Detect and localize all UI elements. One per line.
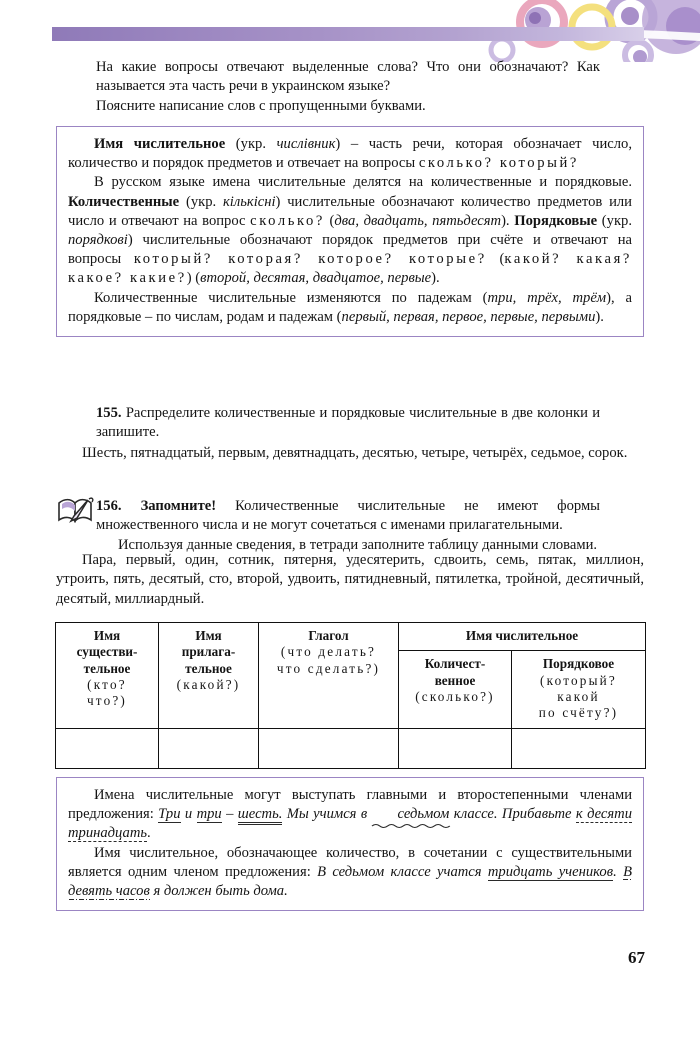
def-p2-i: ) числительные обозначают порядок предметов при счёте и отвечают на вопросы [68,231,632,268]
table-header-ordinal [512,651,646,728]
syntax-paragraph-2 [68,844,632,902]
def-p3-a: Количественные числительные изменяются по падежам ( [94,289,488,306]
term-numeral: Имя числительное [94,136,226,152]
cardinal-title-2: венное [434,672,476,688]
ordinal-question-1: (который? [540,672,617,688]
cardinal-examples: два, двадцать, пятьдесят [334,212,502,229]
table-cell-ordinal[interactable] [512,728,646,768]
syntax-p2-s3: . [613,863,624,880]
exercise-155-task [96,404,600,443]
adj-title-3: тельное [185,660,232,676]
numeral-title: Имя числительное [465,628,579,643]
ukrainian-term-1: числівник [276,136,336,152]
def-p2-k: ) ( [186,270,201,287]
exercise-156-word-list: Пара, первый, один, сотник, пятерня, удесятерить, сдвоить, семь, пятак, миллион, утроить, пять, десятый, сто, второй, удвоить, пятидневный, пятилетка, тройной, десятичный, десятый, миллиардный. [56,552,644,607]
adverbial-mark-1: В девять часов [68,863,632,899]
syntax-p2-s1: В седьмом классе учатся [317,863,488,880]
exercise-155-word-list: Шесть, пятнадцатый, первым, девятнадцать, десятью, четыре, четырёх, седьмое, сорок. [82,445,628,461]
exercise-155-number: 155. [96,405,122,421]
table-cell-adjective[interactable] [159,728,259,768]
cardinal-question-1: (сколько?) [415,689,495,705]
ordinal-examples: второй, десятая, двадцатое, первые [200,270,432,287]
table-header-numeral [399,623,646,651]
parts-of-speech-table [55,622,646,769]
subject-mark-1: Три [158,806,181,823]
term-cardinal: Количественные [68,193,180,210]
table-cell-noun[interactable] [56,728,159,768]
def-p2-l: ). [431,270,440,287]
def-p2-c: (укр. [179,193,223,210]
verb-question-1: (что делать? [280,644,377,660]
intro-line-1: На какие вопросы отвечают выделенные слова? Что они обозначают? Как называется эта часть речи в украинском языке? [96,59,600,95]
exercise-156-task [96,497,600,536]
def-p2-h: (укр. [597,212,632,229]
def-p1-mid: ) – часть речи, которая обозначает число, количество и порядок предметов и отвечает на вопросы [68,136,632,172]
case-examples-1: три, трёх, трём [487,289,607,306]
def-p2-e: ( [324,212,335,229]
syntax-p1-s2: и [180,806,197,823]
verb-question-2: что сделать?) [276,660,381,676]
ordinal-question-2: какой [557,689,600,705]
predicate-mark-1: шесть. [238,806,283,825]
book-quill-icon [56,494,96,526]
ukrainian-term-3: порядкові [68,231,128,248]
adj-title-1: Имя [195,628,222,643]
def-p2-j: ( [486,251,505,268]
noun-question-1: (кто? [87,677,127,693]
attribute-text-1: седьмом [397,806,450,823]
table-header-cardinal [399,651,512,728]
def-p1-before: (укр. [225,136,277,152]
definition-paragraph-3 [68,289,632,327]
exercise-156 [96,497,600,555]
table-row[interactable] [56,728,646,768]
intro-line-2: Поясните написание слов с пропущенными буквами. [96,97,426,114]
table-header-row-1 [56,623,646,651]
exercise-156-number: 156. [96,498,122,514]
exercise-156-task-2: Используя данные сведения, в тетради заполните таблицу данными словами. [118,536,598,553]
syntax-p1-s8: классе. Прибавьте [449,806,576,823]
adj-question-1: (какой?) [176,677,241,693]
table-header-noun [56,623,159,729]
syntax-p1-s10: . [147,825,151,842]
subject-mark-3: тридцать учеников [487,863,614,880]
object-mark-1: к десяти тринадцать [68,806,633,842]
ordinal-title: Порядковое [542,656,615,672]
def-p3-b: ), а порядковые – по числам, родам и падежам ( [68,289,632,325]
exercise-155-task-text: Распределите количественные и порядковые числительные в две колонки и запишите. [96,405,600,441]
definition-rule-box [56,126,644,337]
term-ordinal: Порядковые [514,212,598,229]
def-p2-a: В русском языке имена числительные делятся на количественные и порядковые. [94,174,632,191]
verb-title: Глагол [308,628,349,643]
adj-title-2: прилага- [181,644,236,660]
def-p3-c: ). [595,308,604,325]
definition-paragraph-1 [68,135,632,173]
exercise-155 [96,404,600,443]
noun-title-2: существи- [76,644,138,660]
exercise-156-remember-label: Запомните! [121,498,217,514]
table-header-adjective [159,623,259,729]
cardinal-title-1: Количест- [424,656,486,672]
ordinal-question-3: по счёту?) [538,705,619,721]
noun-title-1: Имя [93,628,121,643]
definition-paragraph-2 [68,173,632,288]
attribute-mark-1 [372,805,450,824]
noun-title-3: тельное [83,660,131,676]
page-number: 67 [628,948,645,967]
def-p2-f: ). [501,212,515,229]
syntax-p1-a: Имена числительные могут выступать главными и второстепенными членами предложения: [68,787,632,823]
exercise-156-task-text: Количественные числительные не имеют формы множественного числа и не могут сочетаться с именами прилагательными. [96,498,600,534]
def-p2-d: ) числительные обозначают количество предметов или число и отвечают на вопрос [68,193,632,229]
ukrainian-term-2: кількісні [222,193,276,210]
def-question-2: сколько? [250,212,325,229]
table-cell-cardinal[interactable] [399,728,512,768]
def-question-4: какой? какая? какое? какие? [68,251,632,287]
subject-mark-2: три [196,806,222,823]
table-header-verb [259,623,399,729]
syntax-p2-s5: я должен быть дома. [149,882,288,899]
syntax-p1-s4: – [221,806,238,823]
case-examples-2: первый, первая, первое, первые, первыми [341,308,596,325]
table-cell-verb[interactable] [259,728,399,768]
syntax-p2-a: Имя числительное, обозначающее количество, в сочетании с существительными является одним членом предложения: [68,844,632,880]
def-question-1: сколько? который? [418,155,579,172]
noun-question-2: что?) [86,693,128,709]
intro-questions [96,58,600,116]
syntax-p1-s6: Мы учимся в [282,806,372,823]
syntax-rule-box [56,777,644,911]
syntax-paragraph-1 [68,786,632,844]
def-question-3: который? которая? которое? которые? [133,251,487,268]
